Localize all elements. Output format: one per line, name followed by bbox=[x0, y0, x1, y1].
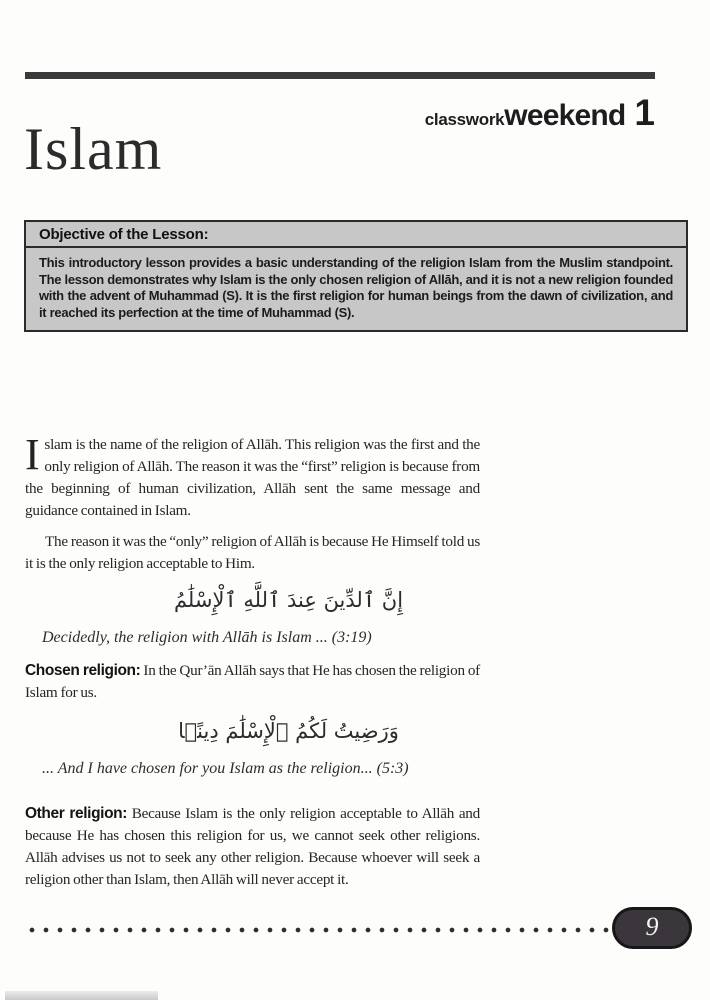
objective-body: This introductory lesson provides a basic understanding of the religion Islam from the Muslim standpoint. The lesson demonstrates why Islam is the only chosen religion of Allāh, and it is not a new religion founded with the advent of Muhammad (S). It is the first religion for human beings from the dawn of civilization, and it reached its perfection at the time of Muhammad (S). bbox=[39, 255, 673, 320]
kicker-weekend-label: weekend bbox=[504, 99, 626, 132]
paragraph-chosen-religion bbox=[25, 660, 480, 704]
verse-translation-1: Decidedly, the religion with Allāh is Islam ... (3:19) bbox=[42, 629, 372, 646]
chosen-religion-text: In the Qur’ān Allāh says that He has chosen the religion of Islam for us. bbox=[25, 662, 480, 701]
objective-box bbox=[24, 220, 688, 332]
drop-cap: I bbox=[25, 430, 40, 479]
paragraph-intro-text: slam is the name of the religion of Allāh. This religion was the first and the only religion of Allāh. The reason it was the “first” religion is because from the beginning of human civilization, Allāh sent the same message and guidance contained in Islam. bbox=[25, 436, 480, 519]
top-rule bbox=[25, 72, 655, 79]
paragraph-other-religion bbox=[25, 803, 480, 891]
verse-translation-2: ... And I have chosen for you Islam as the religion... (5:3) bbox=[42, 760, 409, 777]
main-text-column bbox=[25, 430, 480, 891]
chosen-religion-lead: Chosen religion: bbox=[25, 662, 141, 679]
page-number-badge bbox=[612, 907, 692, 949]
other-religion-text: Because Islam is the only religion acceptable to Allāh and because He has chosen this religion for us, we cannot seek other religions. Allāh advises us not to seek any other religion. Because whoever will seek a religion other than Islam, then Allāh will never accept it. bbox=[25, 805, 480, 888]
kicker-weekend-number: 1 bbox=[634, 92, 655, 133]
footer-bar-fragment bbox=[5, 991, 158, 1000]
page-number: 9 bbox=[645, 912, 659, 941]
paragraph-intro bbox=[25, 430, 480, 522]
quran-verse-arabic-2: وَرَضِيتُ لَكُمُ ٱلْإِسْلَٰمَ دِينًۭا bbox=[178, 719, 399, 743]
paragraph-reason: The reason it was the “only” religion of Allāh is because He Himself told us it is the only religion acceptable to Him. bbox=[25, 533, 480, 572]
kicker-classwork-label: classwork bbox=[424, 110, 505, 129]
page-title: Islam bbox=[24, 116, 163, 182]
objective-heading: Objective of the Lesson: bbox=[26, 222, 686, 248]
other-religion-lead: Other religion: bbox=[25, 805, 127, 822]
quran-verse-arabic-1: إِنَّ ٱلدِّينَ عِندَ ٱللَّهِ ٱلْإِسْلَٰمُ bbox=[173, 588, 404, 612]
dotted-separator bbox=[25, 924, 611, 936]
lesson-kicker bbox=[425, 92, 655, 134]
